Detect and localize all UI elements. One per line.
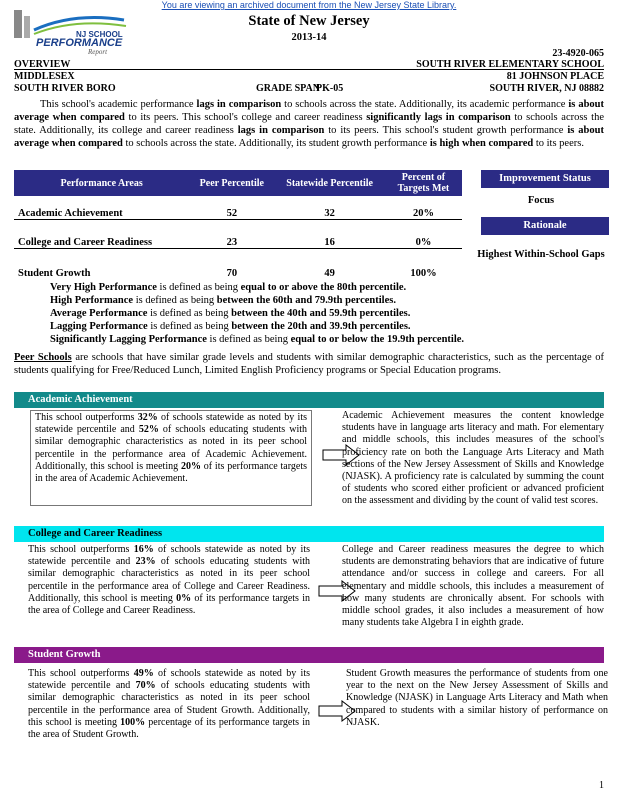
performance-table [14,170,462,279]
definition-average: Average Performance is defined as being between the 40th and 59.9th percentiles. [50,308,411,319]
definition-very-high: Very High Performance is defined as being equal to or above the 80th percentile. [50,282,407,293]
rationale-value: Highest Within-School Gaps [477,249,605,260]
section-academic-achievement: Academic Achievement [14,392,604,408]
school-code: 23-4920-065 [552,48,604,59]
section-college-career-readiness: College and Career Readiness [14,526,604,542]
improvement-status-value: Focus [527,195,555,206]
overview-rule [14,69,604,70]
county: MIDDLESEX [14,71,75,82]
academic-right-text: Academic Achievement measures the content knowledge students have in language arts literacy and math. For elementary and middle schools, this includes measures of the school's proficiency rate on both the Language Arts Literacy and Math sections of the New Jersey Assessment of Skills and Knowledge (NJASK). A proficiency rate is calculated by summing the count of students who scored either proficient or advanced proficient on the assessment and dividing by the count of valid test scores. [342,410,604,507]
definition-high: High Performance is defined as being between the 60th and 79.9th percentiles. [50,295,396,306]
growth-right-text: Student Growth measures the performance of students from one year to the next on the New Jersey Assessment of Skills and Knowledge (NJASK) in Language Arts Literacy and Math when compared to students with a similar history of performance on NJASK. [346,668,608,728]
performance-summary: This school's academic performance lags in comparison to schools across the state. Additionally, its academic performance is about average when compared to its peers. This school's college and career readiness significantly lags in comparison to schools across the state. Additionally, its college and career readiness lags in comparison to its peers. This school's student growth performance is about average when compared to schools across the state. Additionally, its student growth performance is high when compared to its peers. [14,99,605,149]
th-statewide-percentile: Statewide Percentile [274,170,385,196]
school-name: SOUTH RIVER ELEMENTARY SCHOOL [416,59,604,70]
growth-left-text: This school outperforms 49% of schools statewide as noted by its statewide percentile and 70% of schools educating students with similar demographic characteristics as noted in its peer school percentile in the performance area of Student Growth. Additionally, this school is meeting 100% percentage of its performance targets in the area of Student Growth. [28,668,311,741]
logo-line2: PERFORMANCE [36,37,123,49]
academic-left-text: This school outperforms 32% of schools statewide as noted by its statewide percentile and 52% of schools educating students with similar demographic characteristics as noted in its peer school percentile in the performance area of Academic Achievement. Additionally, this school is meeting 20% of its performance targets in the area of Academic Achievement. [30,410,312,506]
logo-line1: NJ SCHOOL [76,30,123,39]
th-peer-percentile: Peer Percentile [189,170,274,196]
grade-span: PK-05 [316,83,344,94]
school-city: SOUTH RIVER, NJ 08882 [489,83,604,94]
th-targets-met: Percent of Targets Met [385,170,462,196]
definition-significantly-lagging: Significantly Lagging Performance is defined as being equal to or below the 19.9th percentile. [50,334,465,345]
table-row: Academic Achievement 52 32 20% [18,208,434,219]
section-student-growth: Student Growth [14,647,604,663]
table-row: Student Growth 70 49 100% [14,249,462,280]
college-left-text: This school outperforms 16% of schools statewide as noted by its statewide percentile and 23% of schools educating students with similar demographic characteristics as noted in its peer school percentile in the performance area of College and Career Readiness. Additionally, this school is meeting 0% of its performance targets in the area of College and Career Readiness. [28,544,311,617]
district: SOUTH RIVER BORO [14,83,116,94]
th-performance-areas: Performance Areas [14,170,189,196]
school-year: 2013-14 [291,32,327,43]
table-row: College and Career Readiness 23 16 0% [14,220,462,249]
college-right-text: College and Career readiness measures the degree to which students are demonstrating behaviors that are indicative of future attendance and/or success in college and careers. For all elementary and middle schools, this includes a measurement of how many students are chronically absent. For schools with middle school grades, it also includes a measurement of how many students take Algebra I in eighth grade. [342,544,604,629]
peer-schools-definition: Peer Schools are schools that have similar grade levels and students with similar demographic characteristics, such as the percentage of students qualifying for Free/Reduced Lunch, Limited English Proficiency programs or Special Education programs. [14,352,604,376]
page-title: State of New Jersey [248,13,370,29]
logo-line3: Report [88,48,108,56]
overview-label: OVERVIEW [14,59,71,70]
rationale-header: Rationale [481,217,609,235]
page-number: 1 [599,780,604,791]
archive-banner[interactable]: You are viewing an archived document from the New Jersey State Library. [161,0,457,10]
improvement-status-header: Improvement Status [481,170,609,188]
grade-span-label: GRADE SPAN [256,83,320,94]
definition-lagging: Lagging Performance is defined as being between the 20th and 39.9th percentiles. [50,321,411,332]
school-address: 81 JOHNSON PLACE [506,71,604,82]
